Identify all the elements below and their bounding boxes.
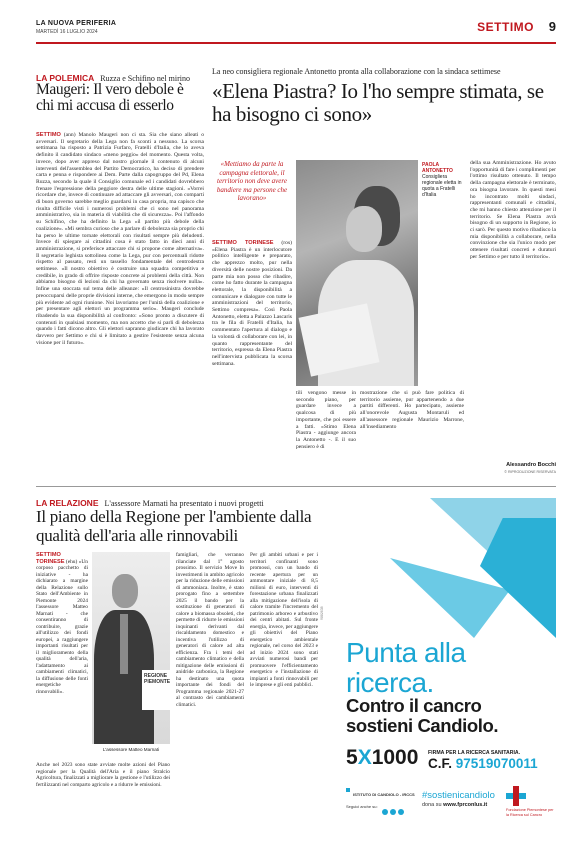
institute-logo-icon (346, 788, 350, 792)
main-column-1 (212, 240, 292, 476)
photo-caption-text: Consigliera regionale eletta in quota a Fratelli d'Italia (422, 174, 462, 198)
main-column-1-text: (ros) «Elena Piastra è un interlocutore politico intelligente e preparato, che apprezzo molto, pur nella diversità delle nostre posizioni. Da parte mia non posso che ribadire, come ho fatto durante la campagna elettorale, la disponibilità a comunicare e dialogare con tutte le amministrazioni del territorio, Settimo compresa». Così Paola Antonetto, eletta a Palazzo Lascaris tra le fila di Fratelli d'Italia, ha commentato l'apertura al dialogo e la volontà di collaborare con lei, in quanto rappresentante del territorio, espressa da Elena Piastra nell'intervista pubblicata la scorsa settimana. (212, 240, 292, 367)
left-body-text: (ann) Manolo Maugeri non ci sta. Sia che siano alleati o avversari. Il segretario della Lega non fa sconti a nessuno. La scorsa settimana ha risposto a Patrizia Furfaro, Fratelli d'Italia, che lo aveva definito il candidato sindaco «meno peggio» del momento. Questa volta, invece, dopo aver appreso dal nostro giornale il contenuto di alcuni interventi dell'assemblea del Partito Democratico, ha deciso di prendere carta e penna e rispondere ai Dem. Parte dalla capogruppo del Pd, Elena Ruzza, secondo la quale il Consiglio comunale ed i candidati dovrebbero frenare l'espressione della peggiore destra delle ultime stagioni. «Vorrei ricordare che, invece di continuare ad attaccare gli avversari, con comparti di buon governo sarebbe meglio guardarsi in casa propria, ma capisco che risulta difficile visti i numerosi problemi che ci sono nel panorama amministrativo, sia in materia di viabilità che di sicurezza». Poi l'affondo su Schifino, che ha definito la Lega «il partito più debole della coalizione». «Mi sembra curioso che a parlare di debolezza sia proprio chi ha perso le ultime tornate elettorali con risultati sempre più deludenti. Invece di spiegare ai cittadini cosa è stato fatto in dieci anni di amministrazione, si preferisce attaccare chi si propone come alternativa». Il segretario leghista sottolinea come la Lega, pur con percentuali ridotte rispetto al passato, resti un tassello fondamentale del centrodestra settimese. «Il nostro obiettivo è costruire una squadra competitiva e credibile, in grado di offrire risposte concrete ai problemi della città. Non abbiamo bisogno di lezioni da chi ha governato senza risolvere nulla». Infine una stoccata sul tema delle alleanze: «Il centrosinistra dovrebbe preoccuparsi delle proprie divisioni interne, che emergono in modo sempre più evidente ad ogni riunione. Noi lavoriamo per l'unità della coalizione e per presentare agli elettori un programma serio». Maugeri conclude ribadendo la sua disponibilità al confronto: «Sono pronto a discutere di contenuti in qualsiasi momento, ma non accetto che si parli di debolezza quando i fatti dicono altro. Gli elettori sapranno giudicare chi ha lavorato davvero per Settimo e chi si è limitato a gestire l'esistente senza alcuna visione per il futuro». (36, 132, 204, 346)
main-location-tag: SETTIMO TORINESE (212, 240, 274, 246)
photo-caption-name: PAOLA ANTONETTO (422, 162, 453, 174)
ad-donate-prefix: dona su (422, 802, 442, 808)
author-signature: Alessandro Bocchi (506, 462, 556, 468)
ad-5x1000-five: 5 (346, 746, 358, 769)
photo-figure-tie (120, 614, 128, 674)
bottom-headline: Il piano della Regione per l'ambiente dalla qualità dell'aria alle rinnovabili (36, 507, 312, 545)
left-kicker-sub: Ruzza e Schifino nel mirino (100, 74, 191, 83)
bottom-column-3: Per gli ambiti urbani e per i territori confinanti sono promossi, con un bando di recente apertura per un ammontare iniziale di 8,5 milioni di euro, interventi di forestazione urbana finalizzati alla mitigazione dell'isola di calore tramite l'incremento del patrimonio arboreo e arbustivo dei centri abitati. Sul fronte energia, invece, per aggiungere gli obiettivi del Piano energetico ambientale regionale, nel corso del 2023 e ad inizio 2024 sono stati avviati numerosi bandi per promuovere l'efficientamento energetico e l'installazione di impianti a fonti rinnovabili per le imprese e gli enti pubblici. (250, 552, 318, 688)
ad-donate-link[interactable] (422, 802, 487, 808)
newspaper-name: LA NUOVA PERIFERIA (36, 20, 117, 27)
ad-tax-code-label: C.F. (428, 756, 453, 771)
social-icons[interactable] (382, 802, 412, 810)
main-headline: «Elena Piastra? Io l'ho sempre stimata, se ha bisogno ci sono» (212, 79, 544, 126)
ad-5x1000 (346, 746, 418, 770)
left-article (36, 68, 204, 482)
masthead (36, 20, 556, 42)
header-rule (36, 42, 556, 44)
photo-figure-face (346, 206, 382, 252)
bottom-kicker-sub: L'assessore Marnati ha presentato i nuovi progetti (104, 499, 264, 508)
bottom-location-tag: SETTIMO TORINESE (36, 552, 65, 565)
main-kicker: La neo consigliera regionale Antonetto pronta alla collaborazione con la sindaca settimese (212, 67, 501, 76)
section-divider (36, 486, 556, 487)
bottom-column-1b: Anche nel 2023 sono state avviate molte azioni del Piano regionale per la Qualità dell'Aria e il piano Stralcio Agricoltura, finalizzati a migliorare la gestione e l'utilizzo dei fertilizzanti nel comparto agricolo e a ridurre le emissioni. (36, 762, 170, 788)
left-headline: Maugeri: Il vero debole è chi mi accusa di esserlo (36, 81, 184, 114)
issue-date: MARTEDÌ 16 LUGLIO 2024 (36, 29, 98, 35)
bottom-column-1 (36, 552, 88, 762)
photo-caption (422, 162, 466, 198)
page-number: 9 (548, 19, 556, 34)
left-kicker-label: LA POLEMICA (36, 73, 95, 83)
ad-foundation-name: Fondazione Piemontese per la Ricerca sul Cancro (506, 808, 554, 817)
ad-5x1000-thousand: 1000 (371, 746, 419, 769)
foundation-cross-icon (506, 786, 526, 806)
bottom-column-2: famigliari, che verranno rilanciate dal 1° agosto prossimo. Il servizio Move In investimenti in ambito agricolo per la riduzione delle emissioni di ammoniaca. Inoltre, è stato prorogato fino a settembre 2025 il bando per la sostituzione di generatori di calore a biomassa obsoleti, che permette di ridurre le emissioni inquinanti derivanti dal riscaldamento domestico e incentiva l'utilizzo di generatori di calore ad alta efficienza. Fra i temi del cambiamento climatico e della mitigazione delle emissioni di anidride carbonica, la Regione ha destinato una quota importante dei fondi del Programma regionale 2021-27 al contrasto dei cambiamenti climatici. (176, 552, 244, 708)
main-column-2: tili vengono messe in secondo piano, per guardare invece a qualcosa di più importante, che poi essere a fatti. «Stimo Elena Piastra - aggiunge ancora la Antonetto -. E il suo pensiero è di (296, 390, 356, 450)
candiolo-advertisement[interactable] (330, 498, 556, 830)
bottom-kicker-label: LA RELAZIONE (36, 498, 99, 508)
ad-tax-code-number: 97519070011 (455, 756, 538, 771)
antonetto-photo (296, 160, 418, 386)
bottom-column-1-text: (ehu) «Un corposo pacchetto di iniziative - ha dichiarato a margine della Relazione sullo Stato dell'Ambiente in Piemonte 2024 l'assessore Matteo Marnati - che consentiranno di contribuire, grazie all'utilizzo dei fondi europei, a raggiungere importanti risultati per il miglioramento della qualità dell'aria, l'adattamento ai cambiamenti climatici, la diffusione delle fonti energetiche rinnovabili». (36, 558, 88, 695)
ad-title: Punta alla ricerca. (346, 637, 466, 698)
main-column-4: della sua Amministrazione. Ho avuto l'opportunità di fare i complimenti per l'ottimo risultato ottenuto. Il tempo della campagna elettorale è terminato, ora bisogna lavorare. In questi mesi ho incontrato molti sindaci, rappresentanti comunali e cittadini, che mi hanno chiesto attenzione per il territorio. Se Elena Piastra avrà bisogno di un supporto in Regione, io ci sarò. Per questo motivo ribadisco la mia disponibilità a collaborare, nella convinzione che sia l'unico modo per ottenere risultati concreti e duraturi per Settimo e per tutto il territorio». (470, 160, 556, 260)
ad-subtitle: Contro il cancro sostieni Candiolo. (346, 695, 499, 736)
youtube-icon[interactable] (398, 809, 404, 815)
ad-firma: FIRMA PER LA RICERCA SANITARIA. (428, 750, 521, 756)
ad-side-code-text: 9882638 (320, 606, 324, 620)
marnati-photo (92, 552, 170, 744)
bottom-photo-caption: L'assessore Matteo Marnati (102, 747, 160, 752)
ad-5x1000-x: X (357, 746, 372, 769)
rights-notice: © RIPRODUZIONE RISERVATA (504, 470, 556, 474)
ad-donate-site[interactable]: www.fprconlus.it (443, 802, 488, 808)
photo-sign: REGIONE PIEMONTE (142, 670, 170, 710)
left-body (36, 132, 204, 482)
ad-tax-code (428, 756, 552, 771)
main-column-3: mostrazione che si può fare politica di territorio assieme, pur appartenendo a due partiti differenti. Ho partecipato, assieme all'onorevole Augusta Montaruli ed all'assessore regionale Maurizio Marrone, all'insediamento (360, 390, 464, 430)
ad-follow-label: Seguici anche su: (346, 804, 378, 809)
instagram-icon[interactable] (390, 809, 396, 815)
photo-figure-head (112, 574, 138, 608)
facebook-icon[interactable] (382, 809, 388, 815)
pull-quote: «Mettiamo da parte la campagna elettorale, il territorio non deve avere bandiere ma persone che lavorano» (216, 160, 288, 203)
ad-footer (330, 786, 556, 830)
ad-institute: ISTITUTO DI CANDIOLO - IRCCS (353, 792, 415, 797)
ad-hashtag: #sostienicandiolo (422, 790, 495, 801)
left-kicker (36, 68, 204, 83)
section-name: SETTIMO (477, 20, 534, 34)
ad-side-code (320, 540, 328, 620)
left-location-tag: SETTIMO (36, 132, 61, 138)
